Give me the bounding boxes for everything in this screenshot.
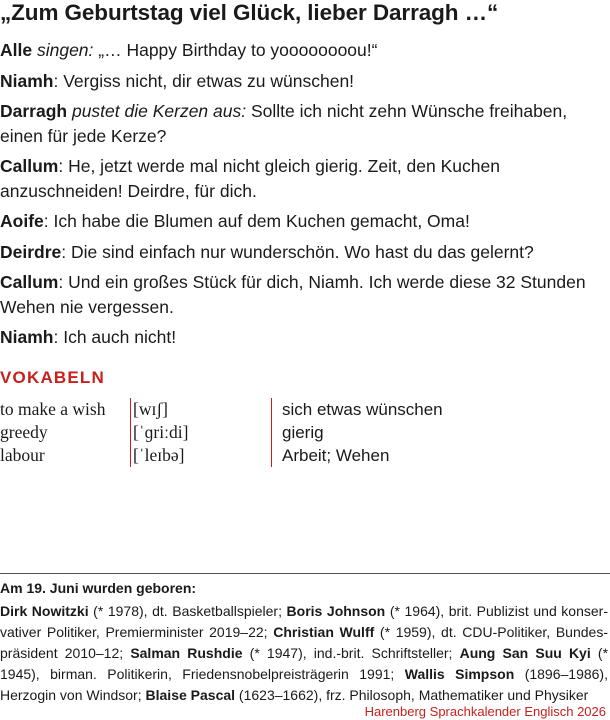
- line-text: : Vergiss nicht, dir etwas zu wünschen!: [53, 70, 355, 91]
- speaker: Callum: [0, 156, 59, 176]
- dialogue-line: [0, 240, 604, 265]
- dialogue-line: [0, 154, 604, 203]
- section-divider: [0, 573, 610, 574]
- birthdays-heading: Am 19. Juni wurden geboren:: [0, 580, 197, 596]
- person-info: (* 1959), dt. CDU-Politiker, Bundespräsident 2010–12;: [0, 624, 608, 661]
- dialogue-line: [0, 99, 604, 148]
- vocabulary-row: [0, 421, 443, 444]
- vocabulary-table: [0, 398, 443, 467]
- line-text: : He, jetzt werde mal nicht gleich gierig. Zeit, den Kuchen anzuschneiden! Deirdre, für dich.: [0, 156, 500, 201]
- vocabulary-row: [0, 444, 443, 467]
- person-name: Boris Johnson: [286, 603, 386, 619]
- dialogue-line: [0, 38, 604, 63]
- german-translation: sich etwas wünschen: [272, 398, 443, 421]
- speaker: Darragh: [0, 101, 68, 121]
- person-info: (1896–1986), Herzogin von Windsor;: [0, 666, 608, 703]
- line-text: : Die sind einfach nur wunderschön. Wo hast du das gelernt?: [61, 241, 534, 262]
- english-term: greedy: [0, 422, 48, 442]
- pronunciation: [ˈleɪbə]: [131, 444, 272, 467]
- dialogue-line: [0, 69, 604, 94]
- speaker: Callum: [0, 272, 59, 292]
- person-name: Salman Rushdie: [130, 645, 243, 661]
- page-footer: [365, 704, 606, 719]
- speaker: Niamh: [0, 70, 54, 91]
- line-text: : Und ein großes Stück für dich, Niamh. Ich werde diese 32 Stunden Wehen nie vergessen.: [0, 272, 586, 317]
- speaker: Niamh: [0, 327, 54, 347]
- dialogue-line: [0, 209, 604, 234]
- person-info: (1623–1662), frz. Philosoph, Mathematiker und Physiker: [235, 687, 589, 703]
- line-text: Sollte ich nicht zehn Wünsche freihaben, einen für jede Kerze?: [0, 101, 568, 146]
- german-translation: gierig: [272, 421, 443, 444]
- person-info: (* 1947), ind.-brit. Schriftsteller;: [242, 645, 460, 661]
- speaker: Aoife: [0, 211, 44, 231]
- page-title: „Zum Geburtstag viel Glück, lieber Darragh …“: [0, 0, 499, 25]
- vocabulary-heading: VOKABELN: [0, 368, 105, 387]
- person-info: (* 1964), brit. Publizist und konservativer Politiker, Premierminister 2019–22;: [0, 603, 609, 640]
- line-text: : Ich auch nicht!: [53, 327, 177, 347]
- person-info: (* 1978), dt. Basketballspieler;: [88, 603, 287, 619]
- speaker: Alle: [0, 40, 33, 60]
- dialogue-line: [0, 270, 604, 319]
- person-info: (* 1945), birman. Politikerin, Friedensnobelpreisträgerin 1991;: [0, 645, 609, 682]
- stage-direction: singen:: [32, 40, 94, 60]
- pronunciation: [ˈɡriːdi]: [131, 421, 272, 444]
- person-name: Blaise Pascal: [145, 687, 236, 703]
- person-name: Dirk Nowitzki: [0, 603, 89, 619]
- line-text: „… Happy Birthday to yoooooooou!“: [93, 40, 378, 60]
- pronunciation: [wɪʃ]: [131, 398, 272, 421]
- speaker: Deirdre: [0, 241, 62, 262]
- dialogue: [0, 38, 604, 356]
- publication-title: Sprachkalender Englisch 2026: [426, 704, 606, 719]
- person-name: Wallis Simpson: [404, 666, 515, 682]
- stage-direction: pustet die Kerzen aus:: [67, 101, 247, 121]
- dialogue-line: [0, 325, 604, 350]
- person-name: Christian Wulff: [273, 624, 375, 640]
- person-name: Aung San Suu Kyi: [459, 645, 591, 661]
- english-term: labour: [0, 445, 45, 465]
- vocabulary-row: [0, 398, 443, 421]
- publisher-name: Harenberg: [364, 704, 427, 719]
- german-translation: Arbeit; Wehen: [272, 444, 443, 467]
- birthdays-text: [0, 601, 608, 706]
- line-text: : Ich habe die Blumen auf dem Kuchen gemacht, Oma!: [43, 211, 470, 231]
- english-term: to make a wish: [0, 399, 106, 419]
